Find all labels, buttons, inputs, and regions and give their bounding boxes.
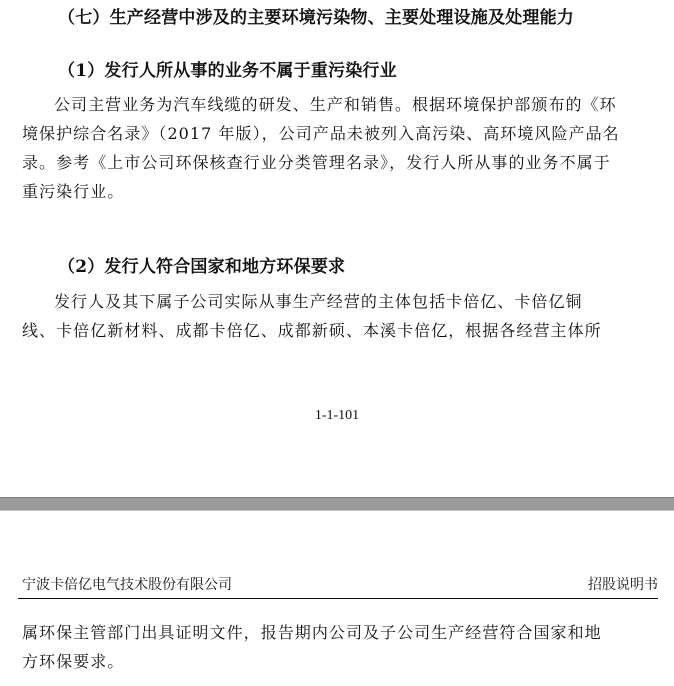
section-heading: （七）生产经营中涉及的主要环境污染物、主要处理设施及处理能力 bbox=[58, 8, 574, 28]
header-rule bbox=[18, 598, 658, 599]
paragraph-line: 公司主营业务为汽车线缆的研发、生产和销售。根据环境保护部颁布的《环 bbox=[54, 95, 617, 114]
continuation-paragraph bbox=[22, 618, 662, 676]
paragraph-1 bbox=[22, 90, 662, 206]
paragraph-line: 发行人及其下属子公司实际从事生产经营的主体包括卡倍亿、卡倍亿铜 bbox=[54, 292, 583, 311]
paragraph-line: 录。参考《上市公司环保核查行业分类管理名录》，发行人所从事的业务不属于 bbox=[22, 153, 611, 172]
header-document-type: 招股说明书 bbox=[588, 577, 658, 593]
subsection-heading-2: （2）发行人符合国家和地方环保要求 bbox=[58, 257, 346, 277]
paragraph-line: 重污染行业。 bbox=[22, 182, 125, 201]
header-company-name: 宁波卡倍亿电气技术股份有限公司 bbox=[22, 577, 232, 593]
paragraph-line: 属环保主管部门出具证明文件，报告期内公司及子公司生产经营符合国家和地 bbox=[22, 623, 602, 642]
paragraph-line: 境保护综合名录》（2017 年版），公司产品未被列入高污染、高环境风险产品名 bbox=[22, 124, 620, 143]
page-break-divider bbox=[0, 497, 674, 511]
subsection-heading-1: （1）发行人所从事的业务不属于重污染行业 bbox=[58, 61, 397, 81]
paragraph-2 bbox=[22, 287, 662, 345]
page-number: 1-1-101 bbox=[314, 408, 360, 423]
paragraph-line: 线、卡倍亿新材料、成都卡倍亿、成都新硕、本溪卡倍亿，根据各经营主体所 bbox=[22, 321, 602, 340]
paragraph-line: 方环保要求。 bbox=[22, 652, 125, 671]
